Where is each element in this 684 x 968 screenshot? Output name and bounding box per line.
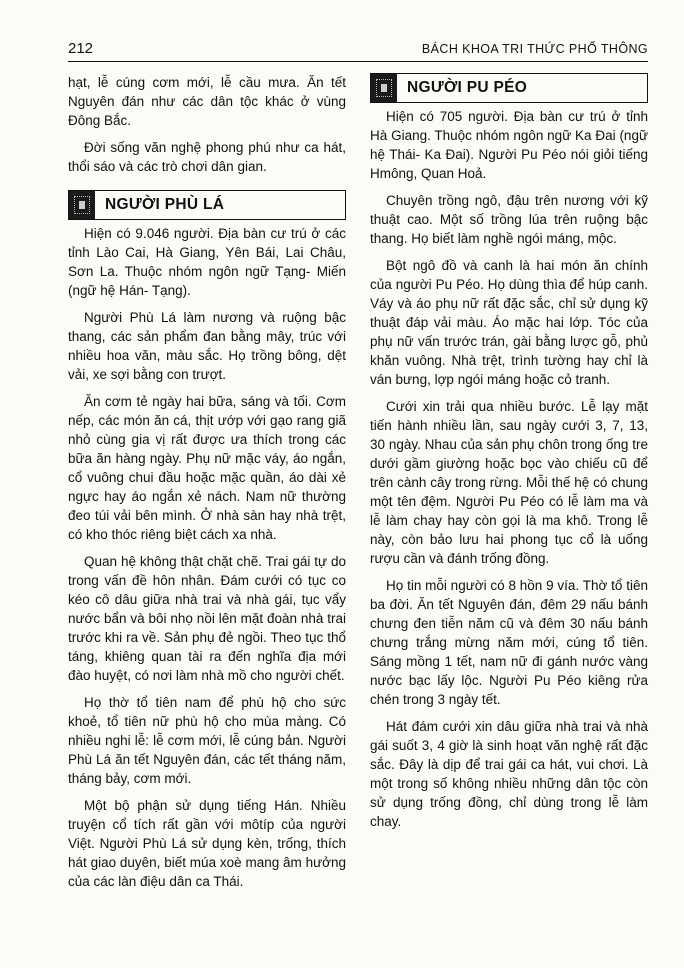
intro-paragraph: hạt, lễ cúng cơm mới, lễ cầu mưa. Ăn tết Nguyên đán như các dân tộc khác ở vùng Đông Bắc. bbox=[68, 75, 346, 128]
body-paragraph: Chuyên trồng ngô, đậu trên nương với kỹ thuật cao. Một số trồng lúa trên ruộng bậc thang. Họ biết làm nghề ngói máng, mộc. bbox=[370, 193, 648, 246]
right-column bbox=[370, 73, 648, 831]
body-paragraph: Bột ngô đồ và canh là hai món ăn chính của người Pu Péo. Họ dùng thìa để húp canh. Váy và áo phụ nữ rất đặc sắc, chỉ sử dụng kỹ thuật đáp vải màu. Áo mặc hai lớp. Tóc của phụ nữ vấn trước trán, gài bằng lược gỗ, phủ khăn vuông. Nhà trệt, trình tường hay chỉ là ván bưng, lợp ngói máng hoặc cỏ tranh. bbox=[370, 258, 648, 387]
header-rule bbox=[68, 61, 648, 62]
body-paragraph: Họ thờ tổ tiên nam để phù hộ cho sức khoẻ, tổ tiên nữ phù hộ cho mùa màng. Có nhiều nghi lễ: lễ cơm mới, lễ cúng bản. Người Phù Lá ăn tết Nguyên đán, các tết tháng năm, tháng bảy, cơm mới. bbox=[68, 695, 346, 786]
section-title: NGƯỜI PHÙ LÁ bbox=[105, 196, 225, 213]
page-header bbox=[68, 38, 648, 62]
body-paragraph: Quan hệ không thật chặt chẽ. Trai gái tự do trong vấn đề hôn nhân. Đám cưới có tục co kéo cô dâu giữa nhà trai và nhà gái, tục vẩy nước bẩn và bôi nhọ nồi lên mặt đoàn nhà trai trước khi ra về. Sản phụ đẻ ngồi. Theo tục thổ táng, khiêng quan tài ra đến nghĩa địa mới đào huyệt, có nơi làm nhà mồ cho người chết. bbox=[68, 554, 346, 683]
body-paragraph: Hát đám cưới xin dâu giữa nhà trai và nhà gái suốt 3, 4 giờ là sinh hoạt văn nghệ rất đặc sắc. Đây là dịp để trai gái ca hát, vui chơi. Là một trong số không nhiều những dân tộc còn sử dụng trống đồng, chỉ dùng trong lễ làm chay. bbox=[370, 719, 648, 829]
ornament-icon bbox=[371, 74, 397, 102]
section-heading-phu-la bbox=[68, 190, 346, 220]
section-heading-pu-peo bbox=[370, 73, 648, 103]
body-paragraph: Họ tin mỗi người có 8 hồn 9 vía. Thờ tổ tiên ba đời. Ăn tết Nguyên đán, đêm 29 nấu bánh chưng đen tiễn năm cũ và đêm 30 nấu bánh chưng trắng mừng năm mới, cúng tổ tiên. Sáng mồng 1 tết, nam nữ đi gánh nước vàng nước bạc lấy lộc. Người Pu Péo kiêng rửa chén trong 3 ngày tết. bbox=[370, 578, 648, 707]
page-number: 212 bbox=[68, 40, 94, 57]
intro-paragraph: Đời sống văn nghệ phong phú như ca hát, thổi sáo và các trò chơi dân gian. bbox=[68, 140, 346, 174]
running-title: BÁCH KHOA TRI THỨC PHỔ THÔNG bbox=[421, 42, 648, 56]
section-title: NGƯỜI PU PÉO bbox=[407, 79, 528, 96]
body-paragraph: Hiện có 9.046 người. Địa bàn cư trú ở các tỉnh Lào Cai, Hà Giang, Yên Bái, Lai Châu, Sơn La. Thuộc nhóm ngôn ngữ Tạng- Miến (ngữ hệ Hán- Tạng). bbox=[68, 226, 346, 298]
left-column bbox=[68, 73, 346, 891]
body-paragraph: Một bộ phận sử dụng tiếng Hán. Nhiều truyện cổ tích rất gần với môtíp của người Việt. Người Phù Lá sử dụng kèn, trống, thích hát giao duyên, biết múa xoè mang âm hưởng của các làn điệu dân ca Thái. bbox=[68, 798, 346, 889]
body-paragraph: Hiện có 705 người. Địa bàn cư trú ở tỉnh Hà Giang. Thuộc nhóm ngôn ngữ Ka Đai (ngữ hệ Thái- Ka Đai). Người Pu Péo nói giỏi tiếng Hmông, Quan Hoả. bbox=[370, 109, 648, 181]
ornament-icon bbox=[69, 191, 95, 219]
body-paragraph: Người Phù Lá làm nương và ruộng bậc thang, các sản phẩm đan bằng mây, trúc với nhiều hoa văn, màu sắc. Họ trồng bông, dệt vải, xe sợi bằng con trượt. bbox=[68, 310, 346, 382]
body-paragraph: Cưới xin trải qua nhiều bước. Lễ lạy mặt tiến hành nhiều lần, sau ngày cưới 3, 7, 13, 30 ngày. Nhau của sản phụ chôn trong ống tre dưới gầm giường hoặc bọc vào chiếu cũ để trên cành cây trong rừng. Mỗi thế hệ có chung một tên đệm. Người Pu Péo có lễ làm ma và lễ làm chay hay còn gọi là ma khô. Trong lễ này, còn bảo lưu hai phong tục cổ là uống rượu cần và đánh trống đồng. bbox=[370, 399, 648, 566]
body-paragraph: Ăn cơm tẻ ngày hai bữa, sáng và tối. Cơm nếp, các món ăn cá, thịt ướp với gạo rang giã nhỏ cùng gia vị rất được ưa thích trong các bữa ăn hàng ngày. Phụ nữ mặc váy, áo ngắn, cổ vuông chui đầu hoặc mặc quần, áo dài xẻ ngực hay áo ngắn xẻ nách. Nam nữ thường đeo túi vải bên mình. Ở nhà sàn hay nhà trệt, có kho thóc riêng biệt cách xa nhà. bbox=[68, 394, 346, 542]
